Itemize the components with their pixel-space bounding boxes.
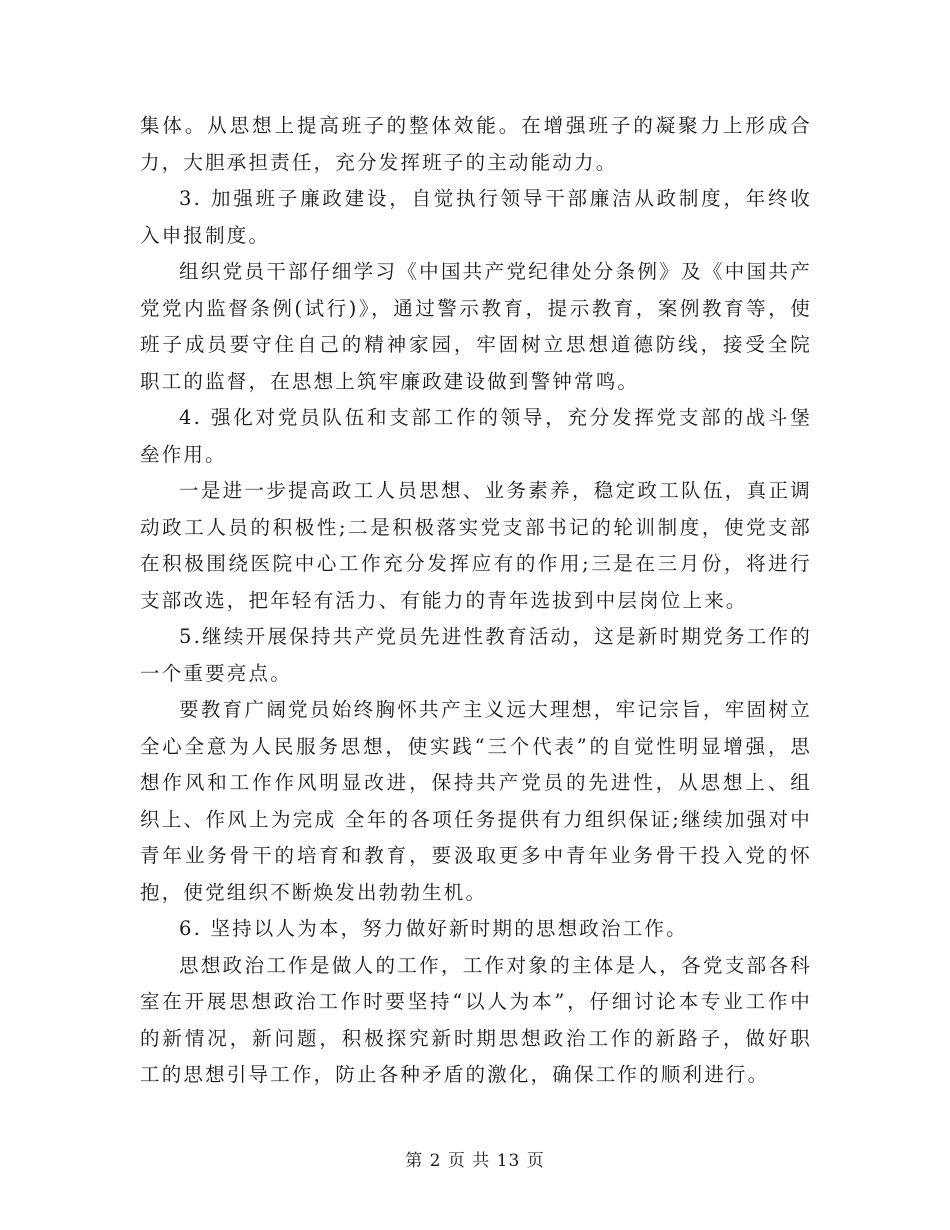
document-body: [140, 108, 812, 1094]
paragraph-2: 3. 加强班子廉政建设，自觉执行领导干部廉洁从政制度，年终收入申报制度。: [140, 187, 812, 247]
paragraph-4: 4. 强化对党员队伍和支部工作的领导，充分发挥党支部的战斗堡垒作用。: [140, 406, 812, 466]
paragraph-3: 组织党员干部仔细学习《中国共产党纪律处分条例》及《中国共产党党内监督条例(试行)》，通过警示教育，提示教育，案例教育等，使班子成员要守住自己的精神家园，牢固树立思想道德防线，接受全院职工的监督，在思想上筑牢廉政建设做到警钟常鸣。: [140, 260, 812, 393]
paragraph-9: 思想政治工作是做人的工作，工作对象的主体是人，各党支部各科室在开展思想政治工作时要坚持“以人为本”，仔细讨论本专业工作中的新情况，新问题，积极探究新时期思想政治工作的新路子，做好职工的思想引导工作，防止各种矛盾的激化，确保工作的顺利进行。: [140, 953, 812, 1086]
paragraph-7: 要教育广阔党员始终胸怀共产主义远大理想，牢记宗旨，牢固树立全心全意为人民服务思想，使实践“三个代表”的自觉性明显增强，思想作风和工作作风明显改进，保持共产党员的先进性，从思想上、组织上、作风上为完成 全年的各项任务提供有力组织保证;继续加强对中青年业务骨干的培育和教育，要汲取更多中青年业务骨干投入党的怀抱，使党组织不断焕发出勃勃生机。: [140, 698, 812, 904]
paragraph-5: 一是进一步提高政工人员思想、业务素养，稳定政工队伍，真正调动政工人员的积极性;二是积极落实党支部书记的轮训制度，使党支部在积极围绕医院中心工作充分发挥应有的作用;三是在三月份，将进行支部改选，把年轻有活力、有能力的青年选拔到中层岗位上来。: [140, 479, 812, 612]
paragraph-6: 5.继续开展保持共产党员先进性教育活动，这是新时期党务工作的一个重要亮点。: [140, 625, 812, 685]
paragraph-1: 集体。从思想上提高班子的整体效能。在增强班子的凝聚力上形成合力，大胆承担责任，充分发挥班子的主动能动力。: [140, 114, 812, 174]
paragraph-8: 6. 坚持以人为本，努力做好新时期的思想政治工作。: [179, 917, 688, 940]
page-footer: [0, 1146, 950, 1171]
page-number-label: 第 2 页 共 13 页: [405, 1151, 545, 1171]
